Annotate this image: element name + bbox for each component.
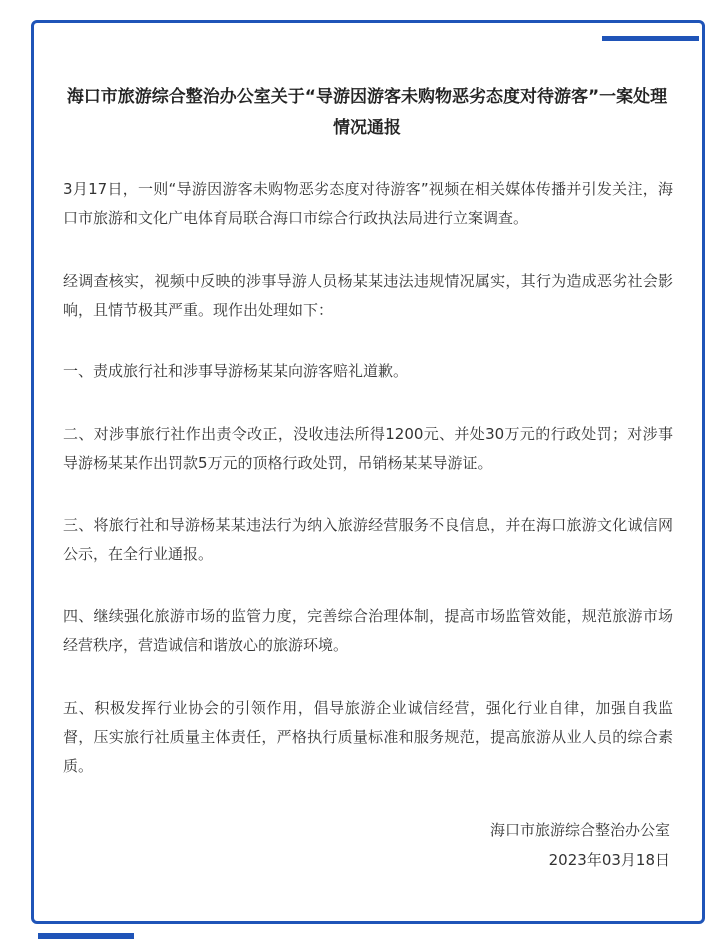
paragraph-background: 3月17日，一则“导游因游客未购物恶劣态度对待游客”视频在相关媒体传播并引发关注，海口市旅游和文化广电体育局联合海口市综合行政执法局进行立案调查。 bbox=[63, 180, 673, 227]
notice-title: 海口市旅游综合整治办公室关于“导游因游客未购物恶劣态度对待游客”一案处理情况通报 bbox=[66, 87, 668, 138]
paragraph-findings: 经调查核实，视频中反映的涉事导游人员杨某某违法违规情况属实，其行为造成恶劣社会影响，且情节极其严重。现作出处理如下： bbox=[63, 272, 673, 319]
paragraph-measure-5: 五、积极发挥行业协会的引领作用，倡导旅游企业诚信经营，强化行业自律，加强自我监督，压实旅行社质量主体责任，严格执行质量标准和服务规范，提高旅游从业人员的综合素质。 bbox=[63, 699, 673, 775]
paragraph-measure-4: 四、继续强化旅游市场的监管力度，完善综合治理体制，提高市场监管效能，规范旅游市场经营秩序，营造诚信和谐放心的旅游环境。 bbox=[63, 607, 673, 654]
paragraph-measure-3: 三、将旅行社和导游杨某某违法行为纳入旅游经营服务不良信息，并在海口旅游文化诚信网公示，在全行业通报。 bbox=[63, 516, 673, 563]
paragraph-measure-1: 一、责成旅行社和涉事导游杨某某向游客赔礼道歉。 bbox=[63, 362, 409, 380]
signature-date: 2023年03月18日 bbox=[548, 851, 670, 869]
decorative-accent-bar-top bbox=[602, 36, 699, 41]
paragraph-measure-2: 二、对涉事旅行社作出责令改正，没收违法所得1200元、并处30万元的行政处罚；对涉事导游杨某某作出罚款5万元的顶格行政处罚，吊销杨某某导游证。 bbox=[63, 425, 673, 472]
signature-organization: 海口市旅游综合整治办公室 bbox=[489, 821, 670, 839]
decorative-accent-bar-bottom bbox=[38, 933, 134, 939]
